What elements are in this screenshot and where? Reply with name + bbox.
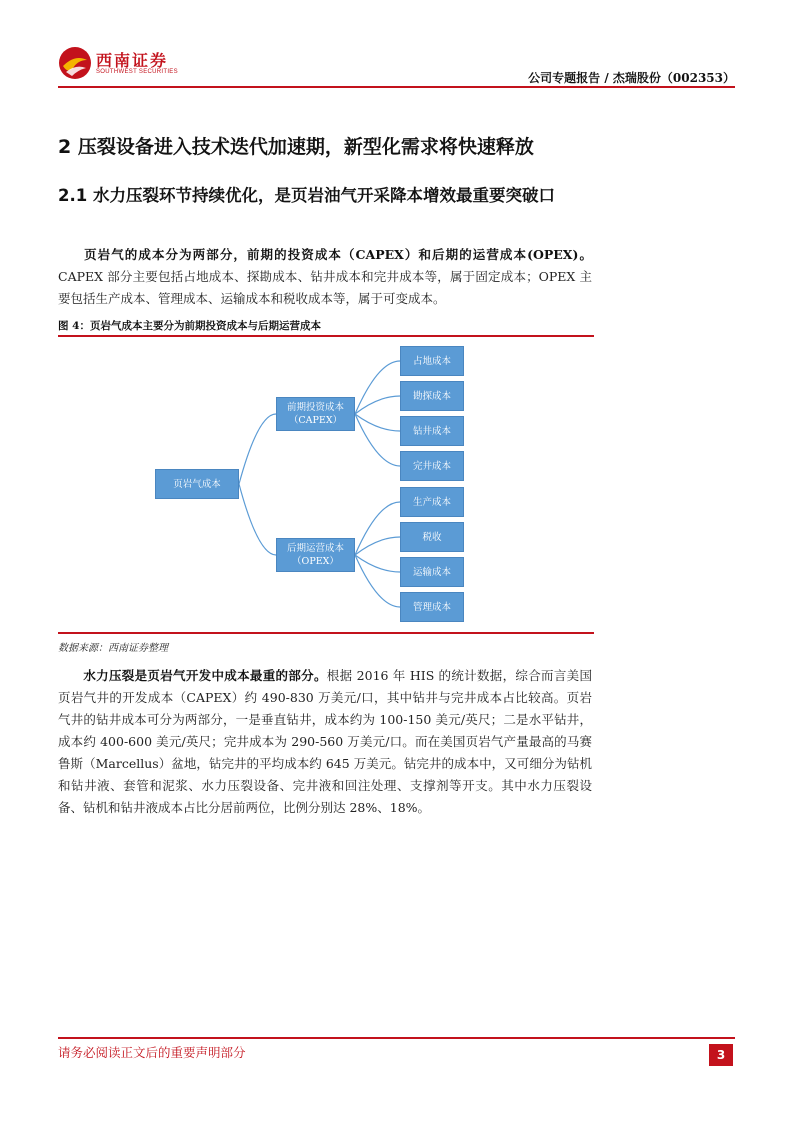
company-logo (58, 44, 178, 84)
paragraph-body: CAPEX 部分主要包括占地成本、探勘成本、钻井成本和完井成本等，属于固定成本；OPEX 主要包括生产成本、管理成本、运输成本和税收成本等，属于可变成本。 (58, 269, 592, 306)
paragraph-lead: 页岩气的成本分为两部分，前期的投资成本（CAPEX）和后期的运营成本(OPEX)。 (83, 247, 592, 262)
node-capex-item (400, 416, 464, 446)
section-heading: 2 压裂设备进入技术迭代加速期，新型化需求将快速释放 (58, 136, 534, 158)
paragraph-body: 根据 2016 年 HIS 的统计数据，综合而言美国页岩气井的开发成本（CAPEX）约 490-830 万美元/口，其中钻井与完井成本占比较高。页岩气井的钻井成本可分为两部分，一是垂直钻井，成本约为 100-150 美元/英尺；二是水平钻井，成本约 400-600 美元/英尺；完井成本为 290-560 万美元/口。而在美国页岩气产量最高的马赛鲁斯（Marcellus）盆地，钻完井的平均成本约 645 万美元。钻完井的成本中，又可细分为钻机和钻井液、套管和泥浆、水力压裂设备、完井液和回注处理、支撑剂等开支。其中水力压裂设备、钻机和钻井液成本占比分居前两位，比例分别达 28%、18%。 (58, 668, 592, 815)
node-opex-item (400, 557, 464, 587)
node-capex-item (400, 381, 464, 411)
node-opex-abbr: （OPEX） (292, 556, 339, 567)
cost-tree-diagram (58, 336, 594, 632)
node-capex-label: 前期投资成本 (286, 402, 344, 413)
logo-name-cn: 西南证券 (96, 51, 169, 70)
report-label: 公司专题报告 / 杰瑞股份（002353） (528, 71, 735, 85)
subsection-heading: 2.1 水力压裂环节持续优化，是页岩油气开采降本增效最重要突破口 (58, 186, 555, 205)
logo-mark-icon (58, 46, 92, 80)
node-root-label: 页岩气成本 (173, 478, 221, 490)
figure-title: 图 4：页岩气成本主要分为前期投资成本与后期运营成本 (58, 320, 321, 332)
node-capex (276, 397, 355, 431)
node-capex-abbr: （CAPEX） (288, 415, 343, 426)
node-tax-label: 税收 (422, 531, 442, 543)
node-completion-cost-label: 完井成本 (412, 460, 451, 472)
node-capex-item (400, 451, 464, 481)
paragraph-fracking-cost (58, 665, 592, 819)
node-root (155, 469, 239, 499)
connector-lines (58, 336, 594, 632)
node-opex (276, 538, 355, 572)
figure-bottom-rule (58, 632, 594, 634)
header-divider (58, 86, 735, 88)
node-opex-label: 后期运营成本 (286, 543, 344, 554)
node-exploration-cost-label: 勘探成本 (412, 390, 451, 402)
node-land-cost-label: 占地成本 (412, 355, 451, 367)
node-opex-item (400, 522, 464, 552)
node-transport-cost-label: 运输成本 (412, 566, 451, 578)
node-management-cost-label: 管理成本 (412, 601, 451, 613)
node-opex-item (400, 487, 464, 517)
node-production-cost-label: 生产成本 (412, 496, 451, 508)
page-number: 3 (709, 1044, 733, 1066)
node-capex-item (400, 346, 464, 376)
footer-disclaimer: 请务必阅读正文后的重要声明部分 (58, 1045, 246, 1060)
node-opex-item (400, 592, 464, 622)
logo-name-en: SOUTHWEST SECURITIES (96, 69, 178, 75)
footer-divider (58, 1037, 735, 1039)
paragraph-lead: 水力压裂是页岩气开发中成本最重的部分。 (83, 668, 327, 683)
node-drilling-cost-label: 钻井成本 (412, 425, 451, 437)
figure-source: 数据来源：西南证券整理 (58, 643, 168, 654)
paragraph-cost-structure (58, 244, 592, 310)
